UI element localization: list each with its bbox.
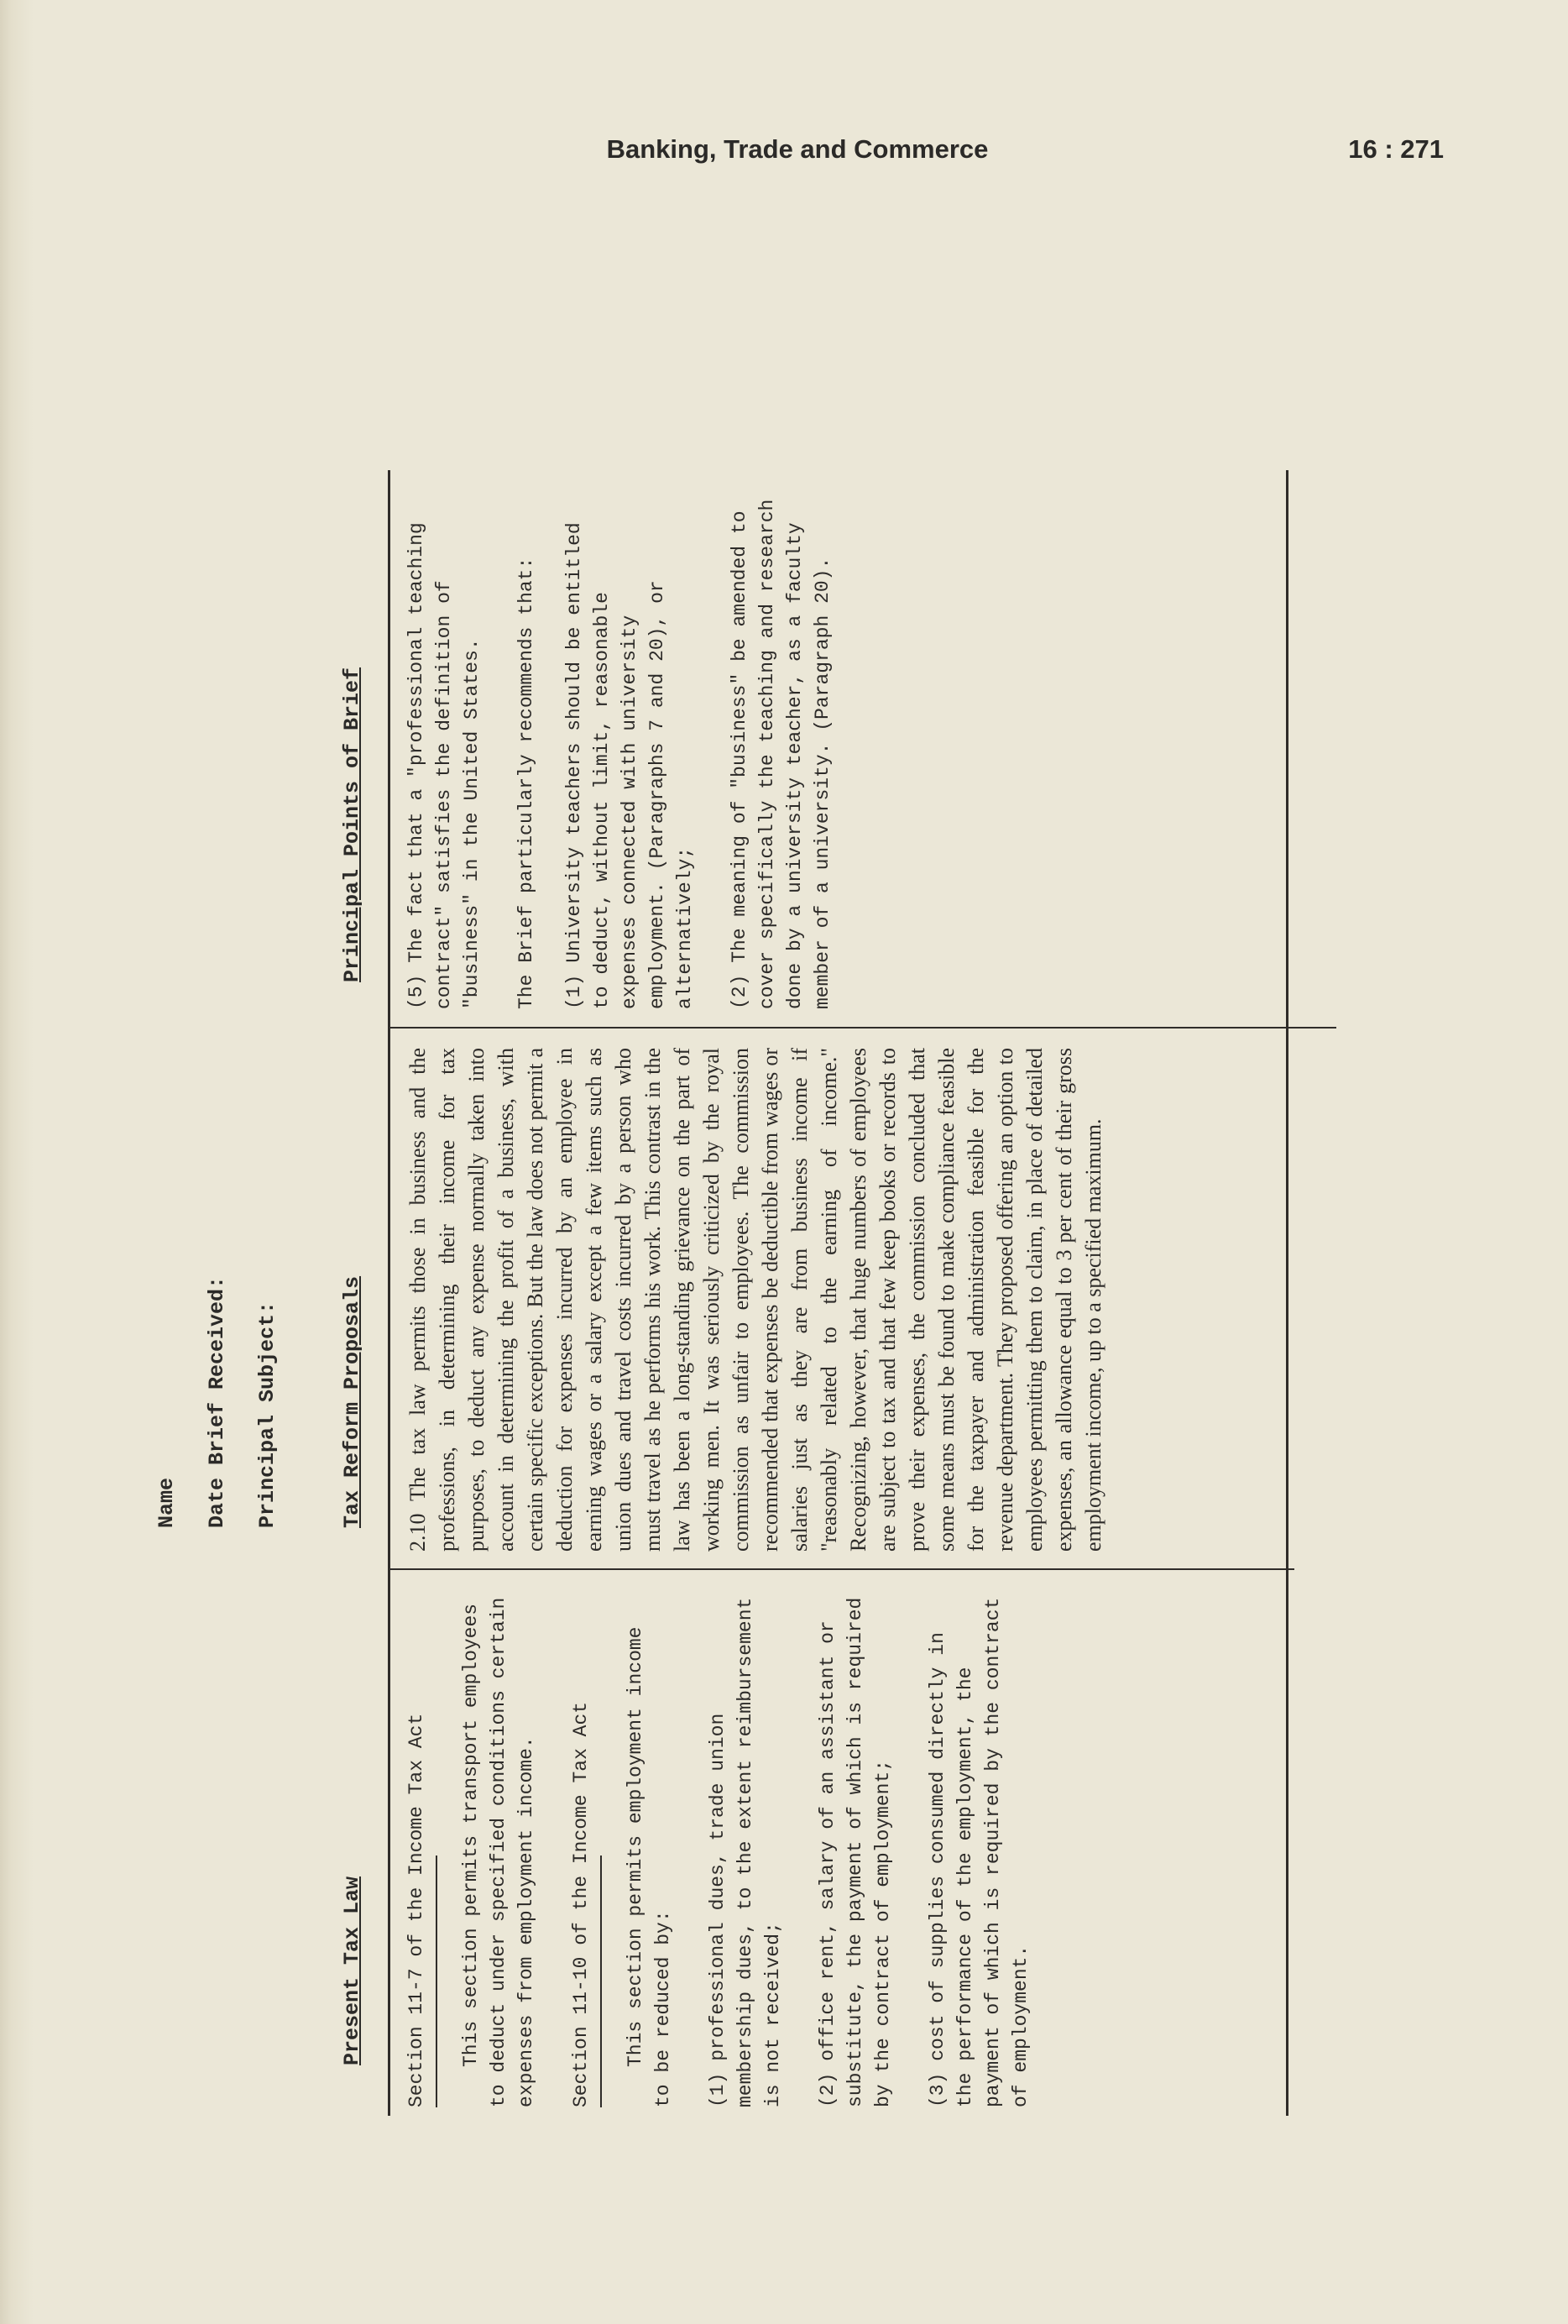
brief-points-column (403, 493, 864, 1009)
brief-intro: The Brief particularly recommends that: (515, 557, 537, 1009)
tax-reform-column (403, 1048, 1135, 1552)
section-underline (600, 1856, 602, 2107)
list-item-1: (1) professional dues, trade union membership dues, to the extent reimbursement is not received; (707, 1597, 784, 2107)
section-underline (436, 1856, 437, 2107)
date-received-label: Date Brief Received: (205, 1275, 229, 1528)
page-number: 16 : 271 (1348, 134, 1444, 164)
section-11-7-ref: Section 11-7 of the Income Tax Act (405, 1713, 427, 2107)
column-divider-2 (388, 1027, 1336, 1029)
heading-tax-reform-proposals: Tax Reform Proposals (340, 1275, 364, 1528)
running-header-title: Banking, Trade and Commerce (606, 134, 989, 164)
brief-point-5: (5) The fact that a "professional teaching contract" satisfies the definition of "business" in the United States. (405, 522, 483, 1009)
list-item-3: (3) cost of supplies consumed directly in the performance of the employment, the payment of which is required by the contract of employment. (927, 1597, 1032, 2107)
table-bottom-rule (1286, 470, 1288, 2116)
section-11-10-text: This section permits employment income to be reduced by: (625, 1626, 674, 2107)
name-label: Name (154, 1477, 179, 1528)
principal-subject-label: Principal Subject: (255, 1301, 280, 1528)
recommendation-1: (1) University teachers should be entitled to deduct, without limit, reasonable expenses connected with university employment. (Paragraphs 7 and 20), or alternatively; (563, 522, 696, 1009)
recommendation-2: (2) The meaning of "business" be amended to cover specifically the teaching and research done by a university teacher, as a faculty member of a university. (Paragraph 20). (729, 499, 834, 1009)
heading-present-tax-law: Present Tax Law (340, 1876, 364, 2065)
column-divider-1 (388, 1568, 1294, 1570)
list-item-2: (2) office rent, salary of an assistant or substitute, the payment of which is required by the contract of employment; (817, 1597, 894, 2107)
heading-principal-points: Principal Points of Brief (340, 667, 364, 982)
paragraph-2-10: 2.10 The tax law permits those in business and the professions, in determining their income for tax purposes, to deduct any expense normally taken into account in determining the profit of a business, with certain specific exceptions. But the law does not permit a deduction for expenses incurred by an employee in earning wages or a salary except a few items such as union dues and travel costs incurred by a person who must travel as he performs his work. This contrast in the law has been a long-standing grievance on the part of working men. It was seriously criticized by the royal commission as unfair to employees. The commission recommended that expenses be deductible from wages or salaries just as they are from business income if "reasonably related to the earning of income." Recognizing, however, that huge numbers of employees are subject to tax and that few keep books or records to prove their expenses, the commission concluded that some means must be found to make compliance feasible for the taxpayer and administration feasible for the revenue department. They proposed offering an option to employees permitting them to claim, in place of detailed expenses, an allowance equal to 3 per cent of their gross employment income, up to a specified maximum. (405, 1048, 1105, 1552)
present-tax-law-column (403, 1595, 1062, 2107)
table-top-rule (388, 470, 390, 2116)
section-11-7-text: This section permits transport employees to deduct under specified conditions certain expenses from employment income. (460, 1597, 537, 2107)
section-11-10-ref: Section 11-10 of the Income Tax Act (570, 1701, 592, 2107)
rotated-table (151, 470, 1360, 2116)
